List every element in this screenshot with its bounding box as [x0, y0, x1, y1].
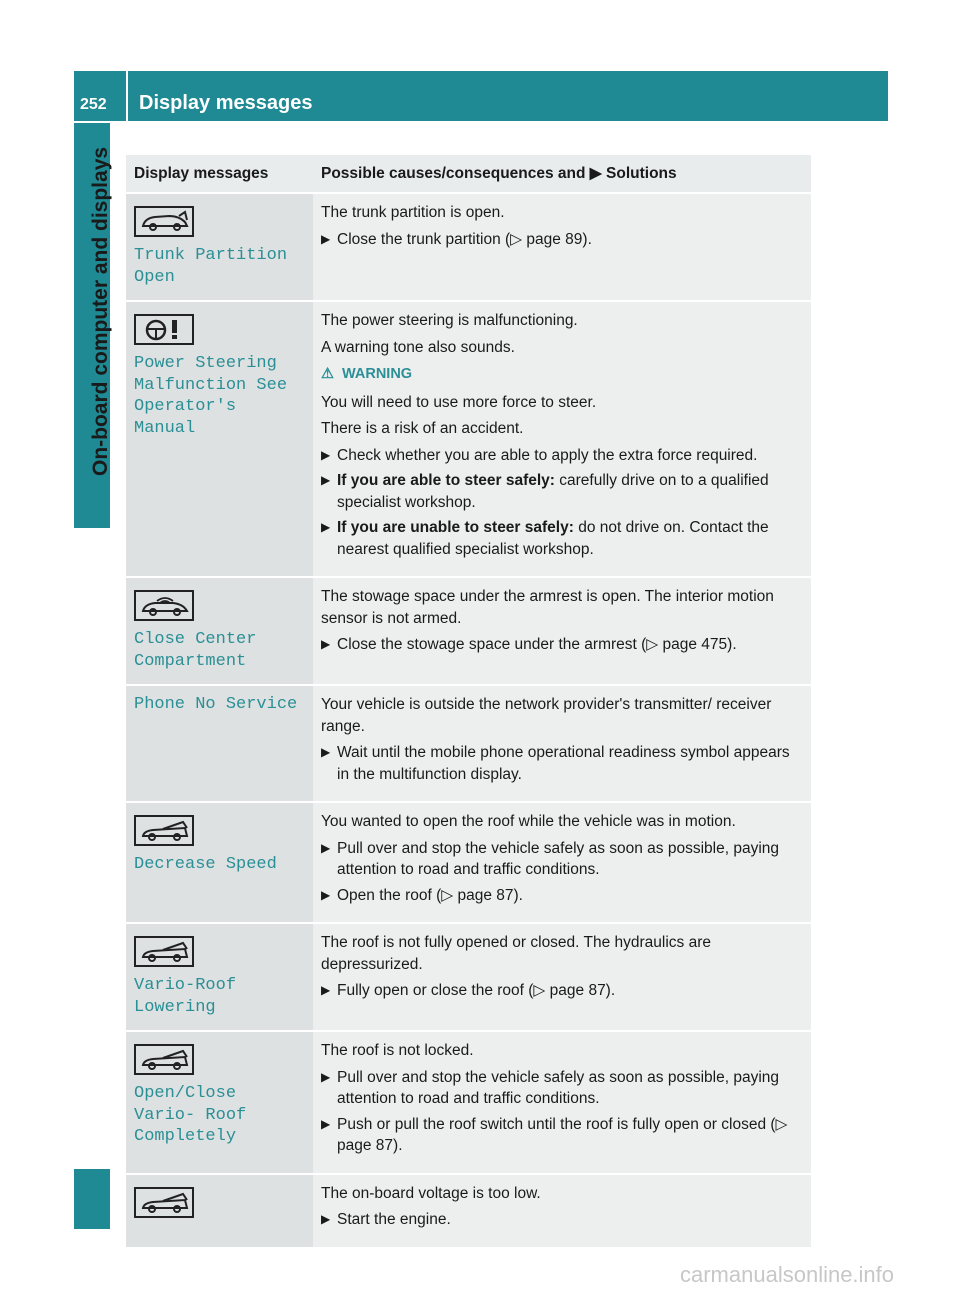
convertible-roof-icon — [134, 936, 194, 967]
solution-cell — [313, 1031, 811, 1174]
step-text: Fully open or close the roof (▷ page 87). — [337, 982, 616, 999]
convertible-roof-icon — [134, 1044, 194, 1075]
solution-cell — [313, 301, 811, 577]
message-cell — [126, 1031, 313, 1174]
column-header-solutions-label: Solutions — [601, 165, 677, 182]
display-message: Trunk Partition Open — [134, 246, 288, 287]
step-arrow-icon: ▶ — [321, 637, 331, 651]
side-block — [74, 1169, 110, 1229]
solution-step — [321, 634, 803, 656]
step-arrow-icon: ▶ — [321, 1116, 331, 1131]
step-arrow-icon: ▶ — [321, 983, 331, 997]
message-cell — [126, 1174, 313, 1248]
display-message: Power Steering Malfunction See Operator's Manual — [134, 354, 288, 438]
solution-step — [321, 1067, 803, 1110]
display-message: Open/Close Vario- Roof Completely — [134, 1084, 247, 1146]
page-title: Display messages — [139, 92, 313, 114]
solution-step — [321, 742, 803, 785]
display-message: Close Center Compartment — [134, 630, 257, 671]
solution-step — [321, 838, 803, 881]
step-arrow-icon: ▶ — [321, 473, 331, 487]
step-arrow-icon: ▶ — [321, 231, 331, 246]
watermark: carmanualsonline.info — [680, 1262, 895, 1287]
warning-label: WARNING — [342, 366, 413, 382]
solution-cell — [313, 685, 811, 802]
warning-text: You will need to use more force to steer. — [321, 393, 597, 411]
solution-step — [321, 517, 803, 560]
step-arrow-icon: ▶ — [321, 520, 331, 534]
arrow-right-icon: ▶ — [589, 165, 602, 182]
side-tab-label: On-board computer and displays — [89, 146, 112, 476]
display-message: Decrease Speed — [134, 855, 277, 874]
message-cell — [126, 802, 313, 923]
display-message: Phone No Service — [134, 695, 298, 714]
solution-cell — [313, 1174, 811, 1248]
solution-cell — [313, 577, 811, 685]
step-text: Start the engine. — [337, 1211, 451, 1228]
convertible-roof-icon — [134, 815, 194, 846]
column-header-display-messages: Display messages — [126, 155, 313, 193]
table-row — [126, 193, 811, 301]
step-condition: If you are unable to steer safely: — [337, 519, 574, 536]
step-arrow-icon: ▶ — [321, 840, 331, 855]
steering-wheel-warning-icon — [134, 314, 194, 345]
cause-text: A warning tone also sounds. — [321, 338, 515, 356]
table-row — [126, 1031, 811, 1174]
car-interior-motion-icon — [134, 590, 194, 621]
solution-step — [321, 1209, 803, 1231]
cause-text: The roof is not fully opened or closed. The hydraulics are depressurized. — [321, 934, 712, 973]
step-text: Open the roof (▷ page 87). — [337, 886, 523, 904]
step-arrow-icon: ▶ — [321, 1212, 331, 1226]
step-text: Check whether you are able to apply the extra force required. — [337, 446, 758, 464]
warning-triangle-icon: ⚠ — [321, 366, 334, 382]
warning-heading — [321, 364, 803, 386]
solution-cell — [313, 923, 811, 1031]
message-cell — [126, 923, 313, 1031]
step-arrow-icon: ▶ — [321, 447, 331, 462]
car-trunk-icon — [134, 206, 194, 237]
warning-text: There is a risk of an accident. — [321, 420, 524, 437]
column-header-solutions — [313, 155, 811, 193]
step-text: carefully drive on to a qualified specialist workshop. — [337, 472, 769, 511]
cause-text: You wanted to open the roof while the vehicle was in motion. — [321, 813, 736, 830]
solution-step — [321, 229, 803, 251]
convertible-roof-icon — [134, 1187, 194, 1218]
step-condition: If you are able to steer safely: — [337, 472, 555, 489]
display-messages-table — [126, 155, 811, 1249]
table-row — [126, 301, 811, 577]
step-text: Push or pull the roof switch until the roof is fully open or closed (▷ page 87). — [337, 1115, 788, 1154]
table-row — [126, 577, 811, 685]
cause-text: Your vehicle is outside the network provider's transmitter/ receiver range. — [321, 696, 772, 735]
step-text: do not drive on. Contact the nearest qualified specialist workshop. — [337, 519, 769, 558]
step-text: Close the stowage space under the armrest (▷ page 475). — [337, 636, 737, 653]
message-cell — [126, 685, 313, 802]
step-text: Pull over and stop the vehicle safely as soon as possible, paying attention to road and traffic conditions. — [337, 839, 780, 878]
table-row — [126, 685, 811, 802]
cause-text: The on-board voltage is too low. — [321, 1184, 541, 1202]
cause-text: The trunk partition is open. — [321, 204, 505, 221]
solution-step — [321, 445, 803, 467]
step-text: Wait until the mobile phone operational readiness symbol appears in the multifunction display. — [337, 744, 790, 783]
solution-step — [321, 885, 803, 907]
table-row — [126, 1174, 811, 1248]
cause-text: The roof is not locked. — [321, 1042, 474, 1059]
page-number: 252 — [80, 96, 107, 113]
step-text: Close the trunk partition (▷ page 89). — [337, 230, 592, 248]
step-text: Pull over and stop the vehicle safely as soon as possible, paying attention to road and traffic conditions. — [337, 1068, 780, 1107]
column-header-solutions-text: Possible causes/consequences and — [321, 165, 590, 182]
step-arrow-icon: ▶ — [321, 887, 331, 902]
cause-text: The stowage space under the armrest is open. The interior motion sensor is not armed. — [321, 588, 774, 627]
table-header-row — [126, 155, 811, 193]
cause-text: The power steering is malfunctioning. — [321, 312, 578, 329]
step-arrow-icon: ▶ — [321, 1069, 331, 1084]
solution-step — [321, 980, 803, 1002]
display-message: Vario-Roof Lowering — [134, 976, 237, 1017]
table-row — [126, 923, 811, 1031]
step-arrow-icon: ▶ — [321, 745, 331, 759]
solution-step — [321, 1114, 803, 1157]
solution-step — [321, 470, 803, 513]
message-cell — [126, 193, 313, 301]
message-cell — [126, 301, 313, 577]
table-row — [126, 802, 811, 923]
message-cell — [126, 577, 313, 685]
solution-cell — [313, 802, 811, 923]
solution-cell — [313, 193, 811, 301]
